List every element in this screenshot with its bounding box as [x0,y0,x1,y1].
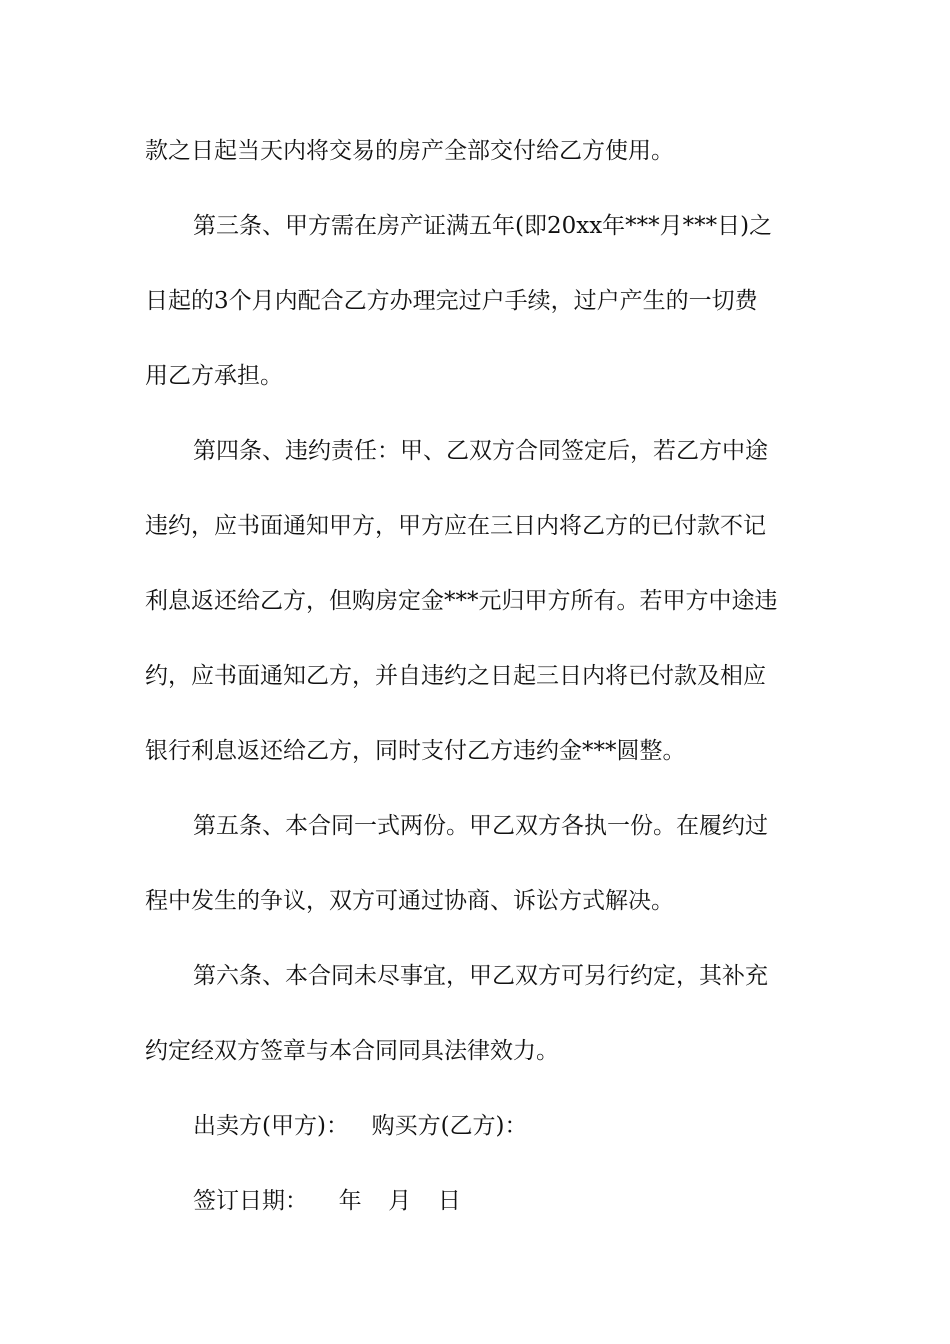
paragraph-line: 第四条、违约责任：甲、乙双方合同签定后，若乙方中途 [193,438,768,464]
paragraph-line: 程中发生的争议，双方可通过协商、诉讼方式解决。 [145,888,674,914]
year-label: 年 [338,1188,362,1214]
paragraph-line: 款之日起当天内将交易的房产全部交付给乙方使用。 [145,138,674,164]
paragraph-line: 利息返还给乙方，但购房定金***元归甲方所有。若甲方中途违 [145,588,778,614]
signature-date [193,1186,893,1216]
month-label: 月 [388,1188,412,1214]
signature-parties [193,1111,893,1141]
day-label: 日 [437,1188,461,1214]
paragraph-line: 银行利息返还给乙方，同时支付乙方违约金***圆整。 [145,738,686,764]
paragraph-line: 约，应书面通知乙方，并自违约之日起三日内将已付款及相应 [145,663,766,689]
buyer-label: 购买方(乙方)： [371,1113,528,1139]
paragraph-line: 约定经双方签章与本合同同具法律效力。 [145,1038,559,1064]
date-label: 签订日期： [193,1188,308,1214]
paragraph-line: 日起的3个月内配合乙方办理完过户手续，过户产生的一切费 [145,288,758,314]
seller-label: 出卖方(甲方)： [193,1113,349,1139]
paragraph-line: 第五条、本合同一式两份。甲乙双方各执一份。在履约过 [193,813,768,839]
paragraph-line: 第六条、本合同未尽事宜，甲乙双方可另行约定，其补充 [193,963,768,989]
paragraph-line: 用乙方承担。 [145,363,283,389]
paragraph-line: 第三条、甲方需在房产证满五年(即20xx年***月***日)之 [193,213,773,239]
paragraph-line: 违约，应书面通知甲方，甲方应在三日内将乙方的已付款不记 [145,513,766,539]
